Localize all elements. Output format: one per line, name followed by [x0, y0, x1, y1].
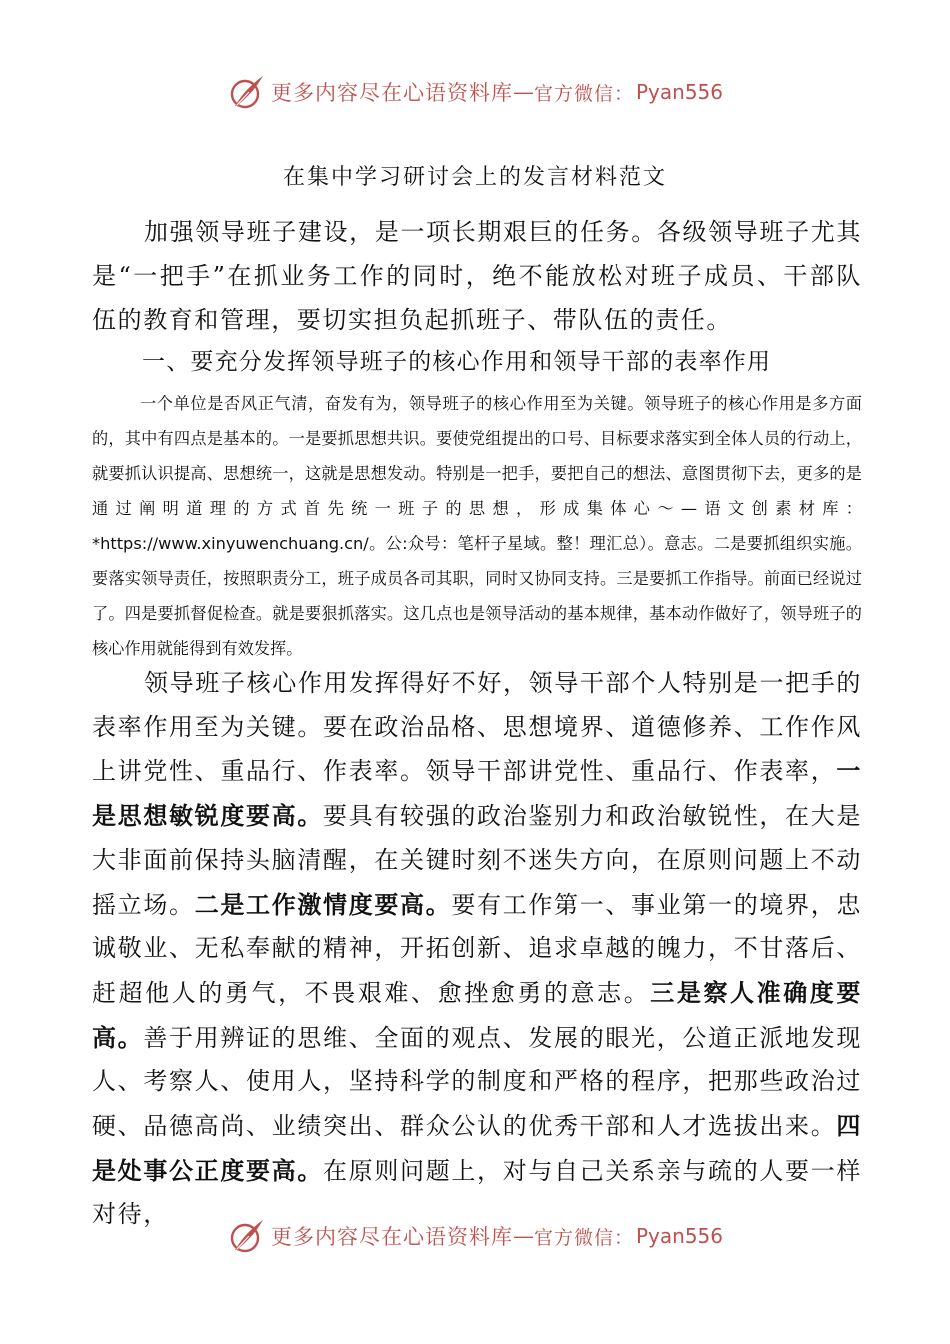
banner-brand: 更多内容尽在心语资料库: [270, 81, 513, 105]
banner-contact-label: 官方微信：: [533, 82, 634, 105]
page-title: 在集中学习研讨会上的发言材料范文: [282, 165, 667, 190]
point-one-bold: 一是思想敏锐度要高。: [92, 756, 862, 831]
banner-contact-label: 官方微信：: [533, 1226, 634, 1249]
banner-wechat-id: Pyan556: [636, 80, 724, 104]
section-heading: 一、要充分发挥领导班子的核心作用和领导干部的表率作用: [142, 349, 772, 375]
point-three-bold: 三是察人准确度要高。: [92, 977, 862, 1052]
exemplary-role-paragraph: [92, 662, 862, 1237]
p3-text-1: 领导班子核心作用发挥得好不好，领导干部个人特别是一把手的表率作用至为关键。要在政治品格、思想境界、道德修养、工作作风上讲党性、重品行、作表率。领导干部讲党性、重品行、作表率，: [92, 669, 862, 786]
p3-text-3: 要有工作第一、事业第一的境界，忠诚敬业、无私奉献的精神，开拓创新、追求卓越的魄力，不甘落后、赶超他人的勇气，不畏艰难、愈挫愈勇的意志。: [92, 890, 863, 1007]
header-banner: [0, 70, 950, 114]
point-two-bold: 二是工作激情度要高。: [194, 889, 452, 919]
point-four-bold: 四是处事公正度要高。: [92, 1111, 862, 1185]
p3-text-4: 善于用辨证的思维、全面的观点、发展的眼光，公道正派地发现人、考察人、使用人，坚持科学的制度和严格的程序，把那些政治过硬、品德高尚、业绩突出、群众公认的优秀干部和人才选拔出来。: [92, 1023, 862, 1141]
banner-brand: 更多内容尽在心语资料库: [270, 1225, 513, 1249]
intro-paragraph: 加强领导班子建设，是一项长期艰巨的任务。各级领导班子尤其是“一把手”在抓业务工作的同时，绝不能放松对班子成员、干部队伍的教育和管理，要切实担负起抓班子、带队伍的责任。: [92, 218, 862, 334]
p3-text-5: 在原则问题上，对与自己关系亲与疏的人要一样对待，: [92, 1156, 862, 1229]
banner-wechat-id: Pyan556: [636, 1224, 724, 1248]
footer-banner: [0, 1214, 950, 1258]
banner-dash: —: [512, 1224, 534, 1248]
quill-logo-icon: [227, 72, 267, 112]
p3-text-2: 要具有较强的政治鉴别力和政治敏锐性，在大是大非面前保持头脑清醒，在关键时刻不迷失方向，在原则问题上不动摇立场。: [92, 802, 862, 919]
banner-dash: —: [512, 80, 534, 104]
core-role-paragraph: 一个单位是否风正气清，奋发有为，领导班子的核心作用至为关键。领导班子的核心作用是多方面的，其中有四点是基本的。一是要抓思想共识。要使党组提出的口号、目标要求落实到全体人员的行动上，就要抓认识提高、思想统一，这就是思想发动。特别是一把手，要把自己的想法、意图贯彻下去，更多的是通过阐明道理的方式首先统一班子的思想，形成集体心～—语文创素材库：*https://www.xinyuwenchuang.cn/。公:众号：笔杆子星域。整！理汇总）。意志。二是要抓组织实施。要落实领导责任，按照职责分工，班子成员各司其职，同时又协同支持。三是要抓工作指导。前面已经说过了。四是要抓督促检查。就是要狠抓落实。这几点也是领导活动的基本规律，基本动作做好了，领导班子的核心作用就能得到有效发挥。: [92, 394, 862, 658]
quill-logo-icon: [227, 1216, 267, 1256]
